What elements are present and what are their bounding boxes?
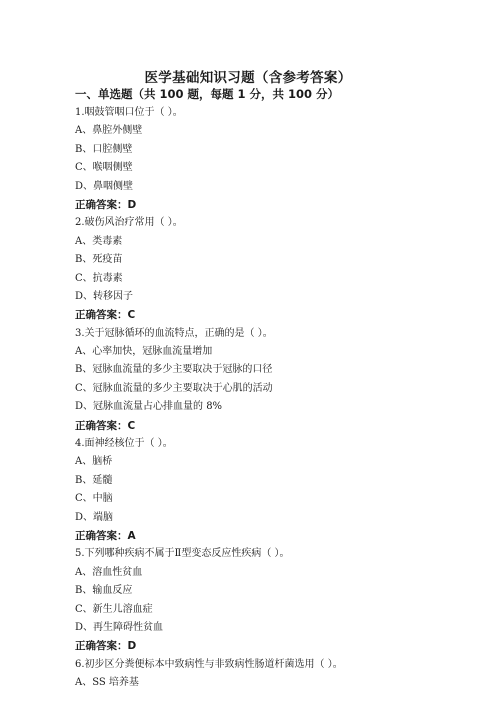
section-heading: 一、单选题（共 100 题，每题 1 分，共 100 分）	[75, 87, 340, 101]
option-a: A、鼻腔外侧壁	[75, 125, 143, 137]
option-d: D、端脑	[75, 511, 114, 523]
question-stem: 6.初步区分粪便标本中致病性与非致病性肠道杆菌选用（ ）。	[75, 658, 343, 670]
question-stem: 5.下列哪种疾病不属于Ⅱ型变态反应性疾病（ ）。	[75, 548, 290, 560]
question-stem: 1.咽鼓管咽口位于（ ）。	[75, 107, 183, 118]
answer-line: 正确答案：C	[75, 309, 136, 322]
option-c: C、抗毒素	[75, 272, 123, 284]
question-stem: 3.关于冠脉循环的血流特点，正确的是（ ）。	[75, 327, 273, 339]
question-stem: 4.面神经核位于（ ）。	[75, 438, 173, 450]
option-d: D、冠脉血流量占心排血量的 8%	[75, 401, 223, 413]
answer-line: 正确答案：C	[75, 419, 136, 432]
option-b: B、死疫苗	[75, 254, 123, 266]
option-c: C、中脑	[75, 493, 113, 505]
option-b: B、延髓	[75, 474, 113, 486]
answer-line: 正确答案：A	[75, 529, 136, 542]
document-title: 医学基础知识习题（含参考答案）	[144, 70, 352, 86]
option-d: D、鼻咽侧壁	[75, 180, 134, 192]
option-c: C、喉咽侧壁	[75, 162, 133, 174]
option-b: B、输血反应	[75, 585, 133, 597]
question-stem: 2.破伤风治疗常用（ ）。	[75, 217, 183, 229]
option-a: A、脑桥	[75, 456, 113, 468]
option-a: A、心率加快，冠脉血流量增加	[75, 346, 213, 358]
question-list	[75, 104, 435, 693]
option-b: B、冠脉血流量的多少主要取决于冠脉的口径	[75, 364, 273, 376]
option-b: B、口腔侧壁	[75, 143, 133, 155]
answer-line: 正确答案：D	[75, 198, 137, 211]
option-a: A、溶血性贫血	[75, 566, 143, 578]
option-a: A、类毒素	[75, 235, 123, 247]
option-d: D、转移因子	[75, 290, 134, 302]
option-a: A、SS 培养基	[75, 677, 139, 689]
option-d: D、再生障碍性贫血	[75, 621, 164, 633]
option-c: C、冠脉血流量的多少主要取决于心肌的活动	[75, 382, 273, 394]
option-c: C、新生儿溶血症	[75, 603, 153, 615]
answer-line: 正确答案：D	[75, 640, 137, 653]
